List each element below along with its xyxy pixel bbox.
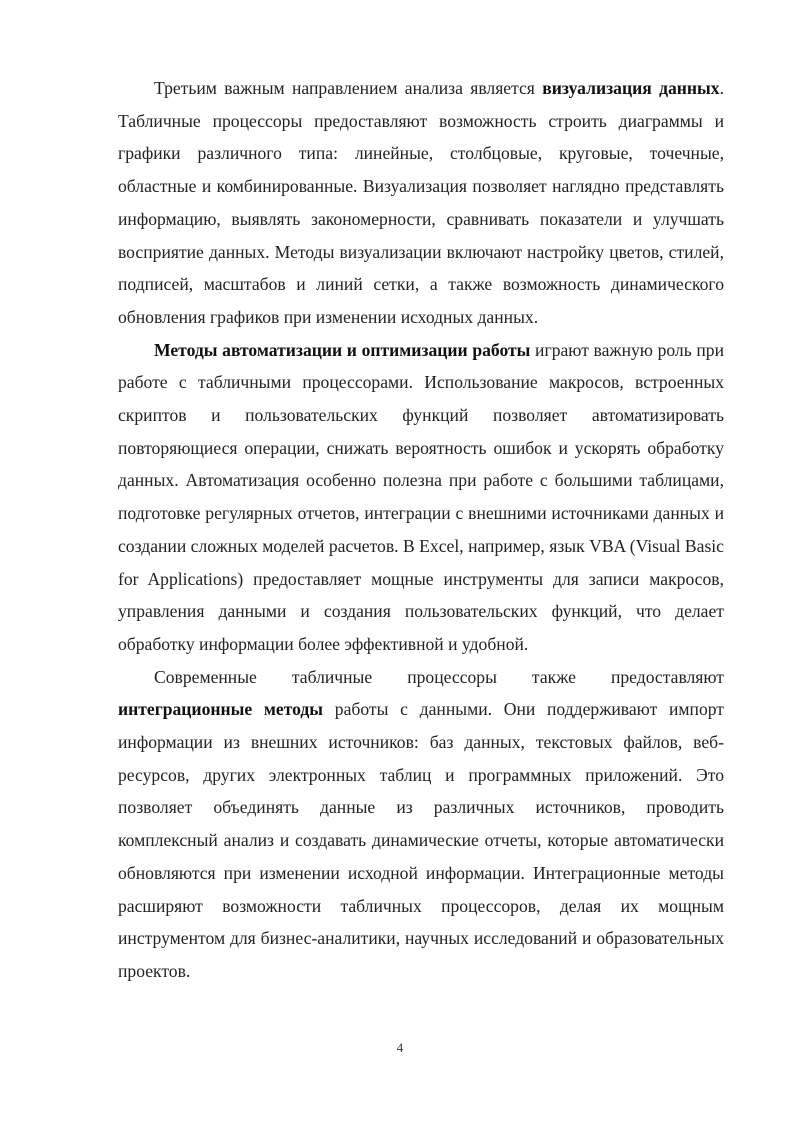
text-run: . Табличные процессоры предоставляют возможность строить диаграммы и графики различного типа: линейные, столбцовые, круговые, точечные, областные и комбинированные. Визуализация позволяет наглядно представлять информацию, выявлять закономерности, сравнивать показатели и улучшать восприятие данных. Методы визуализации включают настройку цветов, стилей, подписей, масштабов и линий сетки, а также возможность динамического обновления графиков при изменении исходных данных.: [118, 78, 724, 327]
paragraph-automation: [118, 334, 724, 661]
bold-term-integration: интеграционные методы: [118, 699, 324, 720]
body-text: [118, 72, 724, 988]
paragraph-visualization: [118, 72, 724, 334]
text-run: играют важную роль при работе с табличными процессорами. Использование макросов, встроенных скриптов и пользовательских функций позволяет автоматизировать повторяющиеся операции, снижать вероятность ошибок и ускорять обработку данных. Автоматизация особенно полезна при работе с большими таблицами, подготовке регулярных отчетов, интеграции с внешними источниками данных и создании сложных моделей расчетов. В Excel, например, язык VBA (Visual Basic for Applications) предоставляет мощные инструменты для записи макросов, управления данными и создания пользовательских функций, что делает обработку информации более эффективной и удобной.: [118, 339, 725, 654]
bold-term-visualization: визуализация данных: [542, 78, 720, 98]
paragraph-integration: [118, 661, 724, 988]
text-run: Третьим важным направлением анализа является: [154, 78, 543, 98]
text-run: Современные табличные процессоры также предоставляют: [154, 666, 724, 687]
page-number: 4: [396, 1040, 404, 1055]
bold-term-automation: Методы автоматизации и оптимизации работы: [154, 339, 531, 360]
text-run: работы с данными. Они поддерживают импорт информации из внешних источников: баз данных, текстовых файлов, веб-ресурсов, других электронных таблиц и программных приложений. Это позволяет объединять данные из различных источников, проводить комплексный анализ и создавать динамические отчеты, которые автоматически обновляются при изменении исходной информации. Интеграционные методы расширяют возможности табличных процессоров, делая их мощным инструментом для бизнес-аналитики, научных исследований и образовательных проектов.: [118, 699, 725, 981]
